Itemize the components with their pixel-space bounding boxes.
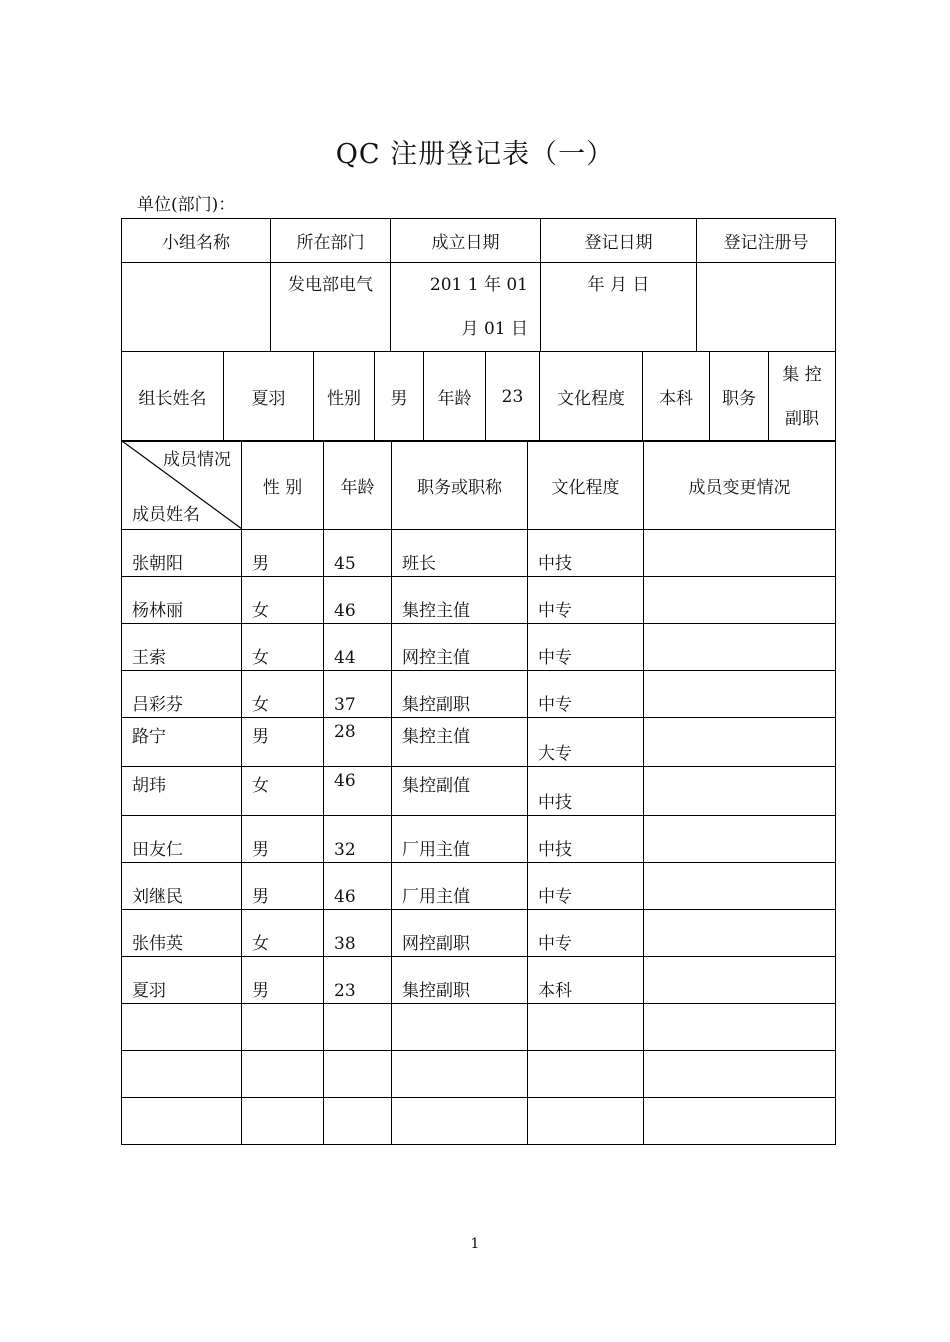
member-change-cell[interactable]: [644, 1004, 836, 1051]
member-title-cell[interactable]: 班长: [392, 530, 528, 577]
member-change-cell[interactable]: [644, 767, 836, 816]
member-name-cell[interactable]: 杨林丽: [122, 577, 242, 624]
member-change-cell[interactable]: [644, 530, 836, 577]
leader-name-label: 组长姓名: [122, 352, 224, 442]
member-gender-cell[interactable]: 女: [242, 624, 324, 671]
table-row: [122, 718, 836, 767]
member-age-cell[interactable]: [324, 1051, 392, 1098]
member-gender-cell[interactable]: 男: [242, 863, 324, 910]
registration-table: [121, 218, 836, 352]
table-row: [122, 816, 836, 863]
member-age-cell[interactable]: [324, 1098, 392, 1145]
table-row: [122, 577, 836, 624]
member-name-cell[interactable]: [122, 1098, 242, 1145]
member-age-cell[interactable]: 46: [324, 767, 392, 816]
member-edu-cell[interactable]: 中专: [528, 577, 644, 624]
member-name-cell[interactable]: 路宁: [122, 718, 242, 767]
leader-table: [121, 351, 836, 442]
member-age-cell[interactable]: [324, 1004, 392, 1051]
member-edu-cell[interactable]: [528, 1098, 644, 1145]
member-age-cell[interactable]: 37: [324, 671, 392, 718]
member-name-cell[interactable]: 胡玮: [122, 767, 242, 816]
member-rows: [122, 530, 836, 1145]
member-gender-cell[interactable]: 女: [242, 910, 324, 957]
department-value: 发电部电气: [288, 275, 373, 295]
table-row: [122, 671, 836, 718]
member-title-cell[interactable]: 网控副职: [392, 910, 528, 957]
member-change-cell[interactable]: [644, 816, 836, 863]
leader-education[interactable]: 本科: [643, 352, 710, 442]
leader-position[interactable]: [769, 352, 836, 442]
leader-position-label: 职务: [710, 352, 769, 442]
member-name-cell[interactable]: 刘继民: [122, 863, 242, 910]
members-header-education: 文化程度: [528, 441, 644, 530]
member-name-cell[interactable]: 张伟英: [122, 910, 242, 957]
member-edu-cell[interactable]: 中技: [528, 816, 644, 863]
member-title-cell[interactable]: 集控副值: [392, 767, 528, 816]
member-gender-cell[interactable]: 女: [242, 577, 324, 624]
member-age-cell[interactable]: 46: [324, 577, 392, 624]
form-title: QC 注册登记表（一）: [335, 139, 615, 170]
member-title-cell[interactable]: 网控主值: [392, 624, 528, 671]
members-header-gender: 性 别: [242, 441, 324, 530]
member-change-cell[interactable]: [644, 1051, 836, 1098]
member-gender-cell[interactable]: [242, 1051, 324, 1098]
header-department: 所在部门: [271, 219, 391, 263]
member-name-cell[interactable]: 田友仁: [122, 816, 242, 863]
member-edu-cell[interactable]: 中专: [528, 910, 644, 957]
diag-header-member-name: 成员姓名: [132, 505, 200, 525]
table-row: [122, 863, 836, 910]
table-row: [122, 1004, 836, 1051]
member-edu-cell[interactable]: 中专: [528, 863, 644, 910]
member-title-cell[interactable]: 集控主值: [392, 718, 528, 767]
member-age-cell[interactable]: 28: [324, 718, 392, 767]
registration-number-cell[interactable]: [697, 263, 836, 352]
established-date-line2: 月 01 日: [461, 319, 528, 339]
member-change-cell[interactable]: [644, 624, 836, 671]
member-age-cell[interactable]: 23: [324, 957, 392, 1004]
leader-age[interactable]: 23: [486, 352, 540, 442]
member-edu-cell[interactable]: [528, 1004, 644, 1051]
table-row: [122, 1051, 836, 1098]
members-table: [121, 440, 836, 1145]
member-title-cell[interactable]: 集控副职: [392, 671, 528, 718]
member-change-cell[interactable]: [644, 671, 836, 718]
member-edu-cell[interactable]: [528, 1051, 644, 1098]
table-row: [122, 530, 836, 577]
member-gender-cell[interactable]: 女: [242, 671, 324, 718]
member-title-cell[interactable]: 厂用主值: [392, 816, 528, 863]
members-header-title: 职务或职称: [392, 441, 528, 530]
diag-header-member-info: 成员情况: [163, 450, 231, 470]
member-edu-cell[interactable]: 大专: [528, 718, 644, 767]
member-title-cell[interactable]: [392, 1051, 528, 1098]
member-title-cell[interactable]: 厂用主值: [392, 863, 528, 910]
leader-gender[interactable]: 男: [375, 352, 424, 442]
leader-position-line2: 副职: [785, 408, 819, 429]
established-date-line1: 201 1 年 01: [429, 275, 528, 295]
member-name-cell[interactable]: [122, 1051, 242, 1098]
member-name-cell[interactable]: 张朝阳: [122, 530, 242, 577]
member-age-cell[interactable]: 46: [324, 863, 392, 910]
member-age-cell[interactable]: 38: [324, 910, 392, 957]
member-gender-cell[interactable]: [242, 1004, 324, 1051]
department-cell[interactable]: [271, 263, 391, 352]
member-gender-cell[interactable]: 男: [242, 816, 324, 863]
leader-name[interactable]: 夏羽: [224, 352, 314, 442]
member-edu-cell[interactable]: 中专: [528, 671, 644, 718]
member-change-cell[interactable]: [644, 577, 836, 624]
member-age-cell[interactable]: 44: [324, 624, 392, 671]
leader-gender-label: 性别: [314, 352, 375, 442]
member-gender-cell[interactable]: 男: [242, 718, 324, 767]
member-change-cell[interactable]: [644, 1098, 836, 1145]
header-registration-date: 登记日期: [541, 219, 697, 263]
member-change-cell[interactable]: [644, 718, 836, 767]
member-gender-cell[interactable]: 男: [242, 957, 324, 1004]
header-established-date: 成立日期: [391, 219, 541, 263]
member-change-cell[interactable]: [644, 957, 836, 1004]
table-row: [122, 957, 836, 1004]
member-age-cell[interactable]: 45: [324, 530, 392, 577]
diagonal-header-cell: [122, 441, 242, 530]
registration-date-cell[interactable]: [541, 263, 697, 352]
member-edu-cell[interactable]: 中技: [528, 530, 644, 577]
table-row: [122, 910, 836, 957]
member-gender-cell[interactable]: [242, 1098, 324, 1145]
member-title-cell[interactable]: [392, 1004, 528, 1051]
established-date-cell[interactable]: [391, 263, 541, 352]
member-edu-cell[interactable]: 本科: [528, 957, 644, 1004]
members-header-age: 年龄: [324, 441, 392, 530]
header-group-name: 小组名称: [122, 219, 271, 263]
table-row: [122, 1098, 836, 1145]
member-title-cell[interactable]: [392, 1098, 528, 1145]
member-title-cell[interactable]: 集控副职: [392, 957, 528, 1004]
leader-age-label: 年龄: [424, 352, 486, 442]
table-row: [122, 624, 836, 671]
member-gender-cell[interactable]: 女: [242, 767, 324, 816]
member-edu-cell[interactable]: 中技: [528, 767, 644, 816]
member-age-cell[interactable]: 32: [324, 816, 392, 863]
member-name-cell[interactable]: 王索: [122, 624, 242, 671]
page-number: 1: [470, 1236, 480, 1252]
header-registration-number: 登记注册号: [697, 219, 836, 263]
member-change-cell[interactable]: [644, 863, 836, 910]
member-gender-cell[interactable]: 男: [242, 530, 324, 577]
member-change-cell[interactable]: [644, 910, 836, 957]
members-header-change: 成员变更情况: [644, 441, 836, 530]
table-row: [122, 767, 836, 816]
leader-position-line1: 集 控: [782, 364, 822, 385]
member-name-cell[interactable]: 夏羽: [122, 957, 242, 1004]
member-title-cell[interactable]: 集控主值: [392, 577, 528, 624]
registration-date-value: 年 月 日: [587, 275, 650, 295]
unit-label: 单位(部门)：: [137, 195, 236, 215]
member-edu-cell[interactable]: 中专: [528, 624, 644, 671]
member-name-cell[interactable]: 吕彩芬: [122, 671, 242, 718]
group-name-cell[interactable]: [122, 263, 271, 352]
leader-education-label: 文化程度: [540, 352, 643, 442]
member-name-cell[interactable]: [122, 1004, 242, 1051]
